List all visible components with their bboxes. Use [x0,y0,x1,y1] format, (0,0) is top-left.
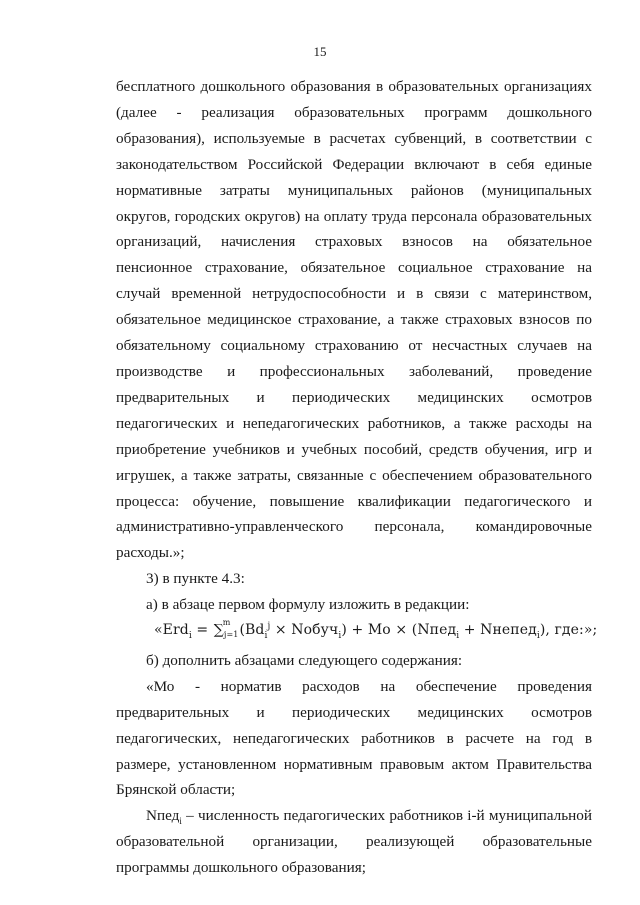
formula-nobuch: × Nобуч [270,622,339,639]
paragraph-mo-definition: «Мо - норматив расходов на обеспечение проведения предварительных и периодических медицинских осмотров педагогических, непедагогических работников в расчете на год в размере, установленном нормативным правовым актом Правительства Брянской области; [116,677,592,799]
formula-eq: = [191,622,213,639]
paragraph-item-3: 3) в пункте 4.3: [146,570,245,588]
paragraph-nped-definition [116,803,592,881]
page-number: 15 [313,44,327,59]
formula-bd-sub: i [264,630,268,641]
formula-erd [154,618,598,648]
formula-bd-sup: j [267,621,271,632]
formula-nped-sub: i [456,630,460,641]
formula-mo: ) + Мо × (Nпед [341,622,457,639]
sum-sign: ∑ [213,622,224,639]
formula-nobuch-sub: i [338,630,342,641]
paragraph-definition-continued: бесплатного дошкольного образования в образовательных организациях (далее - реализация образовательных программ дошкольного образования), используемые в расчетах субвенций, в соответствии с законодательством Российской Федерации включают в себя единые нормативные затраты муниципальных районов (муниципальных округов, городских округов) на оплату труда персонала образовательных организаций, начисления страховых взносов на обязательное пенсионное страхование, обязательное социальное страхование на случай временной нетрудоспособности и в связи с материнством, обязательное медицинское страхование, а также страховых взносов по обязательному социальному страхованию от несчастных случаев на производстве и профессиональных заболеваний, проведение предварительных и периодических медицинских осмотров педагогических и непедагогических работников, а также расходы на приобретение учебников и учебных пособий, средств обучения, игр и игрушек, а также затраты, связанные с обеспечением образовательного процесса: обучение, повышение квалификации педагогического и административно-управленческого персонала, командировочные расходы.»; [116,78,592,562]
nped-symbol-sub: i [179,816,182,827]
formula-sub-i: i [188,630,192,641]
formula-erd-open: «Erd [154,622,189,639]
sum-upper: m [222,618,231,628]
document-body [116,74,598,881]
paragraph-item-3a: а) в абзаце первом формулу изложить в редакции: [146,596,470,614]
formula-nneped: + Nнепед [459,622,537,639]
paragraph-item-3b: б) дополнить абзацами следующего содержания: [146,651,463,669]
formula-sum [214,618,239,648]
formula-tail: ), где:»; [539,622,598,639]
formula-nneped-sub: i [536,630,540,641]
formula-bd: (Bd [239,622,265,639]
nped-definition-text: – численность педагогических работников i-й муниципальной образовательной организации, реализующей образовательные программы дошкольного образования; [116,807,592,877]
sum-lower: j=1 [223,630,239,640]
nped-symbol: Nпед [146,807,180,825]
